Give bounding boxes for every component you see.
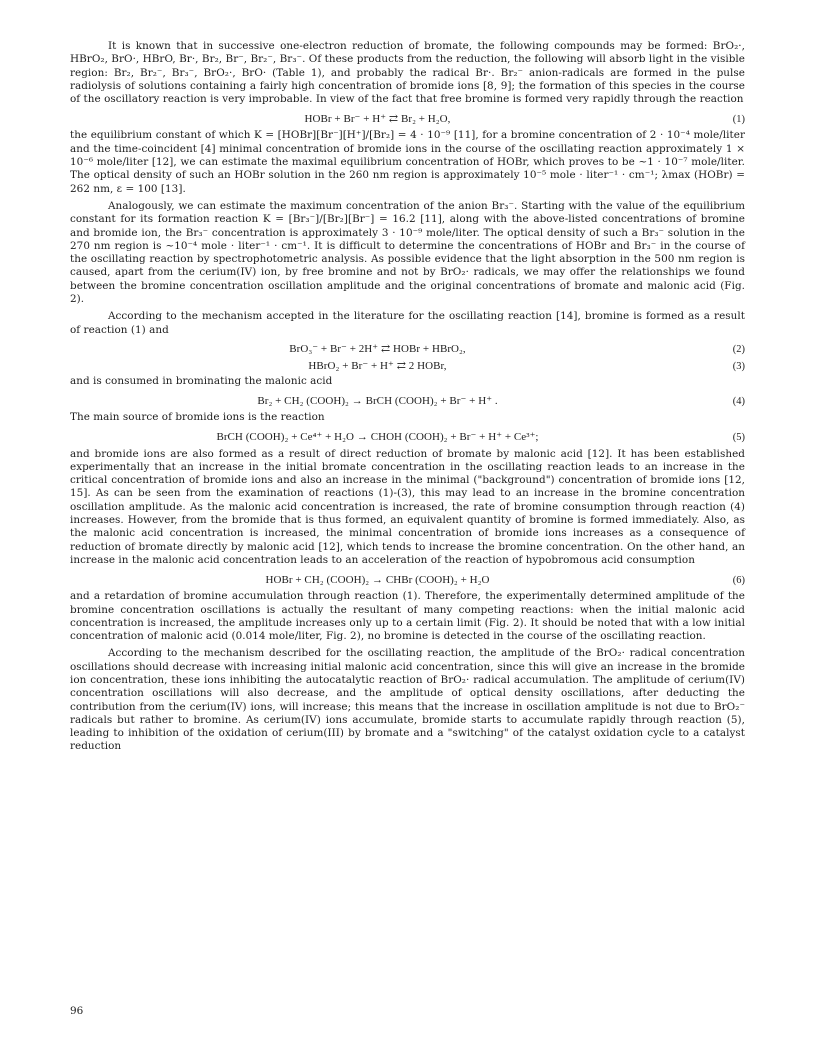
equation-3	[70, 358, 745, 375]
equation-1	[70, 110, 745, 129]
equation-expression: BrCH (COOH)₂ + Ce⁴⁺ + H₂O → CHOH (COOH)₂ + Br⁻ + H⁺ + Ce³⁺;	[216, 431, 539, 444]
equation-number: (4)	[732, 396, 745, 408]
paragraph: Analogously, we can estimate the maximum concentration of the anion Br₃⁻. Starting with the value of the equilibrium constant for its formation reaction K = [Br₃⁻]/[Br₂][Br⁻] = 16.2 [11], along with the above-listed concentrations of bromine and bromide ion, the Br₃⁻ concentration is approximately 3 · 10⁻⁹ mole/liter. The optical density of such a Br₃⁻ solution in the 270 nm region is ~10⁻⁴ mole · liter⁻¹ · cm⁻¹. It is difficult to determine the concentrations of HOBr and Br₃⁻ in the course of the oscillating reaction by spectrophotometric analysis. As possible evidence that the light absorption in the 500 nm region is caused, apart from the cerium(IV) ion, by free bromine and not by BrO₂· radicals, we may offer the relationships we found between the bromine concentration oscillation amplitude and the original concentrations of bromate and malonic acid (Fig. 2).	[70, 199, 745, 306]
equation-expression: HOBr + Br⁻ + H⁺ ⇄ Br₂ + H₂O,	[304, 113, 451, 126]
page-body	[70, 40, 745, 758]
equation-expression: Br₂ + CH₂ (COOH)₂ → BrCH (COOH)₂ + Br⁻ + H⁺ .	[257, 395, 498, 408]
paragraph: According to the mechanism described for the oscillating reaction, the amplitude of the BrO₂· radical concentration oscillations should decrease with increasing initial malonic acid concentration, since this will give an increase in the bromide ion concentration, these ions inhibiting the autocatalytic reaction of BrO₂· radical accumulation. The amplitude of cerium(IV) concentration oscillations will also decrease, and the amplitude of optical density oscillations, after deducting the contribution from the cerium(IV) ions, will increase; this means that the increase in oscillation amplitude is not due to BrO₂⁻ radicals but rather to bromine. As cerium(IV) ions accumulate, bromide starts to accumulate rapidly through reaction (5), leading to inhibition of the oxidation of cerium(III) by bromate and a "switching" of the catalyst oxidation cycle to a catalyst reduction	[70, 647, 745, 753]
page-number: 96	[70, 1005, 84, 1017]
equation-number: (5)	[732, 432, 745, 444]
equation-2	[70, 341, 745, 358]
paragraph: It is known that in successive one-electron reduction of bromate, the following compounds may be formed: BrO₂·, HBrO₂, BrO·, HBrO, Br·, Br₂, Br⁻, Br₂⁻, Br₃⁻. Of these products from the reduction, the following will absorb light in the visible region: Br₂, Br₂⁻, Br₃⁻, BrO₂·, BrO· (Table 1), and probably the radical Br·. Br₂⁻ anion-radicals are formed in the pulse radiolysis of solutions containing a fairly high concentration of bromide ions [8, 9]; the formation of this species in the course of the oscillatory reaction is very improbable. In view of the fact that free bromine is formed very rapidly through the reaction	[70, 40, 745, 106]
paragraph: the equilibrium constant of which K = [HOBr][Br⁻][H⁺]/[Br₂] = 4 · 10⁻⁹ [11], for a bromine concentration of 2 · 10⁻⁴ mole/liter and the time-coincident [4] minimal concentration of bromide ions in the course of the oscillating reaction approximately 1 × 10⁻⁶ mole/liter [12], we can estimate the maximal equilibrium concentration of HOBr, which proves to be ~1 · 10⁻⁷ mole/liter. The optical density of such an HOBr solution in the 260 nm region is approximately 10⁻⁵ mole · liter⁻¹ · cm⁻¹; λmax (HOBr) = 262 nm, ε = 100 [13].	[70, 129, 745, 195]
paragraph: According to the mechanism accepted in the literature for the oscillating reaction [14], bromine is formed as a result of reaction (1) and	[70, 310, 745, 336]
equation-5	[70, 429, 745, 448]
equation-number: (6)	[732, 575, 745, 587]
equation-4	[70, 392, 745, 411]
paragraph: and a retardation of bromine accumulation through reaction (1). Therefore, the experimentally determined amplitude of the bromine concentration oscillations is actually the resultant of many competing reactions: when the initial malonic acid concentration is increased, the amplitude increases only up to a certain limit (Fig. 2). It should be noted that with a low initial concentration of malonic acid (0.014 mole/liter, Fig. 2), no bromine is detected in the course of the oscillating reaction.	[70, 590, 745, 643]
equation-number: (3)	[732, 360, 745, 372]
equation-expression: HOBr + CH₂ (COOH)₂ → CHBr (COOH)₂ + H₂O	[265, 574, 490, 587]
equation-number: (1)	[732, 114, 745, 126]
equation-expression: HBrO₂ + Br⁻ + H⁺ ⇄ 2 HOBr,	[308, 359, 447, 372]
paragraph: The main source of bromide ions is the reaction	[70, 411, 325, 424]
equation-expression: BrO₃⁻ + Br⁻ + 2H⁺ ⇄ HOBr + HBrO₂,	[289, 342, 466, 355]
equation-number: (2)	[732, 343, 745, 355]
paragraph: and is consumed in brominating the malonic acid	[70, 374, 333, 387]
paragraph: and bromide ions are also formed as a result of direct reduction of bromate by malonic acid [12]. It has been established experimentally that an increase in the initial bromate concentration in the oscillating reaction leads to an increase in the critical concentration of bromide ions and also an increase in the minimal ("background") concentration of bromide ions [12, 15]. As can be seen from the examination of reactions (1)-(3), this may lead to an increase in the bromine concentration oscillation amplitude. As the malonic acid concentration is increased, the rate of bromine consumption through reaction (4) increases. However, from the bromide that is thus formed, an equivalent quantity of bromine is formed immediately. Also, as the malonic acid concentration is increased, the minimal concentration of bromide ions increases as a consequence of reduction of bromate directly by malonic acid [12], which tends to increase the bromine concentration. On the other hand, an increase in the malonic acid concentration leads to an acceleration of the reaction of hypobromous acid consumption	[70, 447, 745, 566]
equation-6	[70, 571, 745, 590]
